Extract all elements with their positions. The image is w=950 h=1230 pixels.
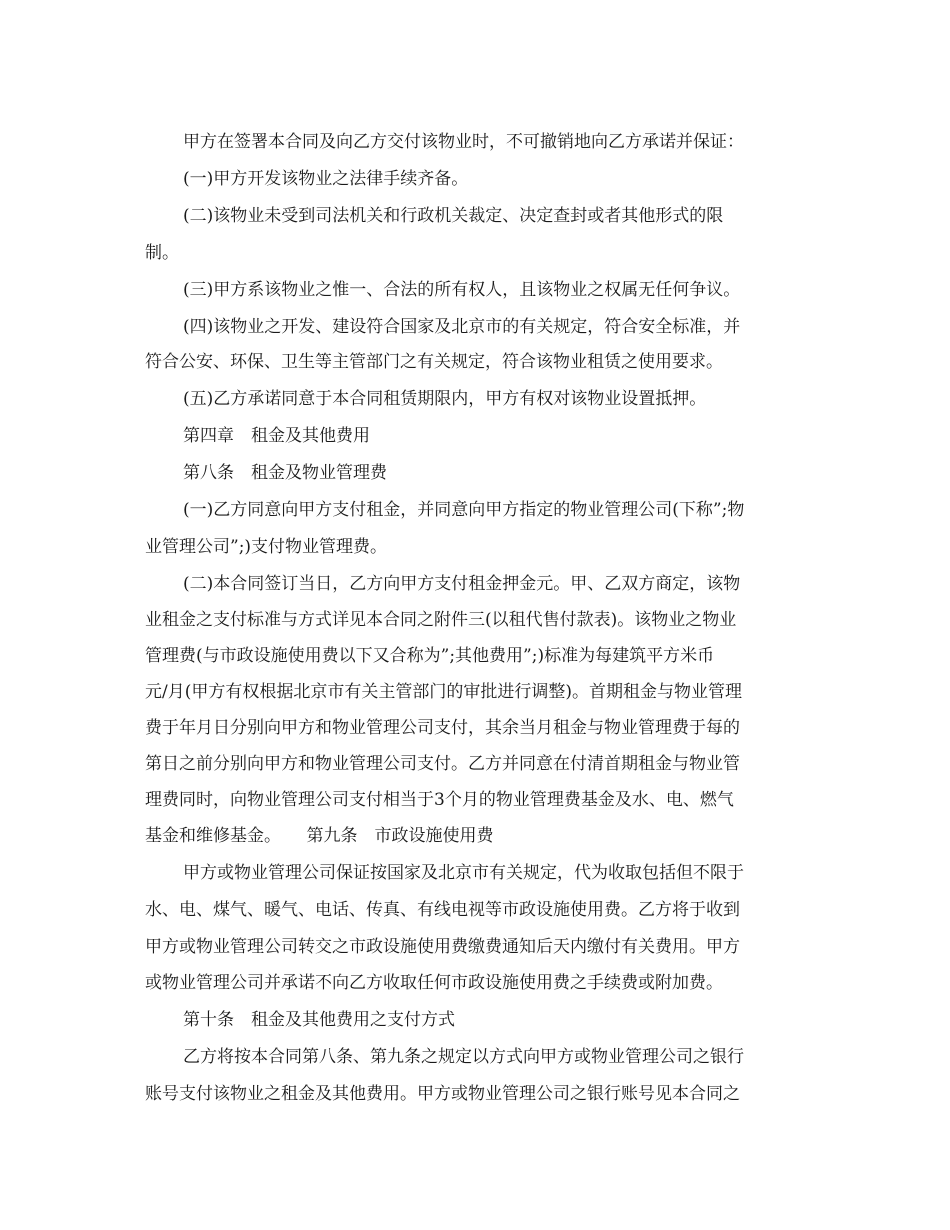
article-8-item-2-line8-and-article-9-heading: 基金和维修基金。 第九条 市政设施使用费 [145,826,494,846]
clause-item-4: (四)该物业之开发、建设符合国家及北京市的有关规定，符合安全标准，并 [183,317,741,337]
article-8-item-2-line5: 费于年月日分别向甲方和物业管理公司支付，其余当月租金与物业管理费于每的 [145,718,740,738]
clause-item-1: (一)甲方开发该物业之法律手续齐备。 [183,169,469,189]
article-8-item-2-line6: 第日之前分别向甲方和物业管理公司支付。乙方并同意在付清首期租金与物业管 [145,754,740,774]
article-9-line2: 水、电、煤气、暖气、电话、传真、有线电视等市政设施使用费。乙方将于收到 [145,900,740,920]
article-8-item-2-line2: 业租金之支付标准与方式详见本合同之附件三(以租代售付款表)。该物业之物业 [145,610,737,630]
clause-item-4-cont: 符合公安、环保、卫生等主管部门之有关规定，符合该物业租赁之使用要求。 [145,352,723,372]
article-heading-10: 第十条 租金及其他费用之支付方式 [183,1010,455,1030]
clause-item-2: (二)该物业未受到司法机关和行政机关裁定、决定查封或者其他形式的限 [183,206,724,226]
article-9-line1: 甲方或物业管理公司保证按国家及北京市有关规定，代为收取包括但不限于 [183,863,744,883]
article-8-item-2-line4: 元/月(甲方有权根据北京市有关主管部门的审批进行调整)。首期租金与物业管理 [145,682,742,702]
article-10-line2: 账号支付该物业之租金及其他费用。甲方或物业管理公司之银行账号见本合同之 [145,1084,740,1104]
clause-item-2-cont: 制。 [145,243,179,263]
clause-item-3: (三)甲方系该物业之惟一、合法的所有权人，且该物业之权属无任何争议。 [183,280,741,300]
article-8-item-2: (二)本合同签订当日，乙方向甲方支付租金押金元。甲、乙双方商定，该物 [183,574,741,594]
article-heading-8: 第八条 租金及物业管理费 [183,463,387,483]
article-10-line1: 乙方将按本合同第八条、第九条之规定以方式向甲方或物业管理公司之银行 [183,1047,744,1067]
article-8-item-1-cont: 业管理公司”;)支付物业管理费。 [145,537,388,557]
article-9-line3: 甲方或物业管理公司转交之市政设施使用费缴费通知后天内缴付有关费用。甲方 [145,937,740,957]
article-8-item-2-line3: 管理费(与市政设施使用费以下又合称为”;其他费用”;)标准为每建筑平方米币 [145,646,715,666]
clause-item-5: (五)乙方承诺同意于本合同租赁期限内，甲方有权对该物业设置抵押。 [183,389,707,409]
chapter-heading-4: 第四章 租金及其他费用 [183,426,370,446]
article-8-item-1: (一)乙方同意向甲方支付租金，并同意向甲方指定的物业管理公司(下称”;物 [183,500,745,520]
paragraph-guarantee-intro: 甲方在签署本合同及向乙方交付该物业时，不可撤销地向乙方承诺并保证： [183,132,744,152]
article-8-item-2-line7: 理费同时，向物业管理公司支付相当于3个月的物业管理费基金及水、电、燃气 [145,790,734,810]
article-9-line4: 或物业管理公司并承诺不向乙方收取任何市政设施使用费之手续费或附加费。 [145,973,723,993]
